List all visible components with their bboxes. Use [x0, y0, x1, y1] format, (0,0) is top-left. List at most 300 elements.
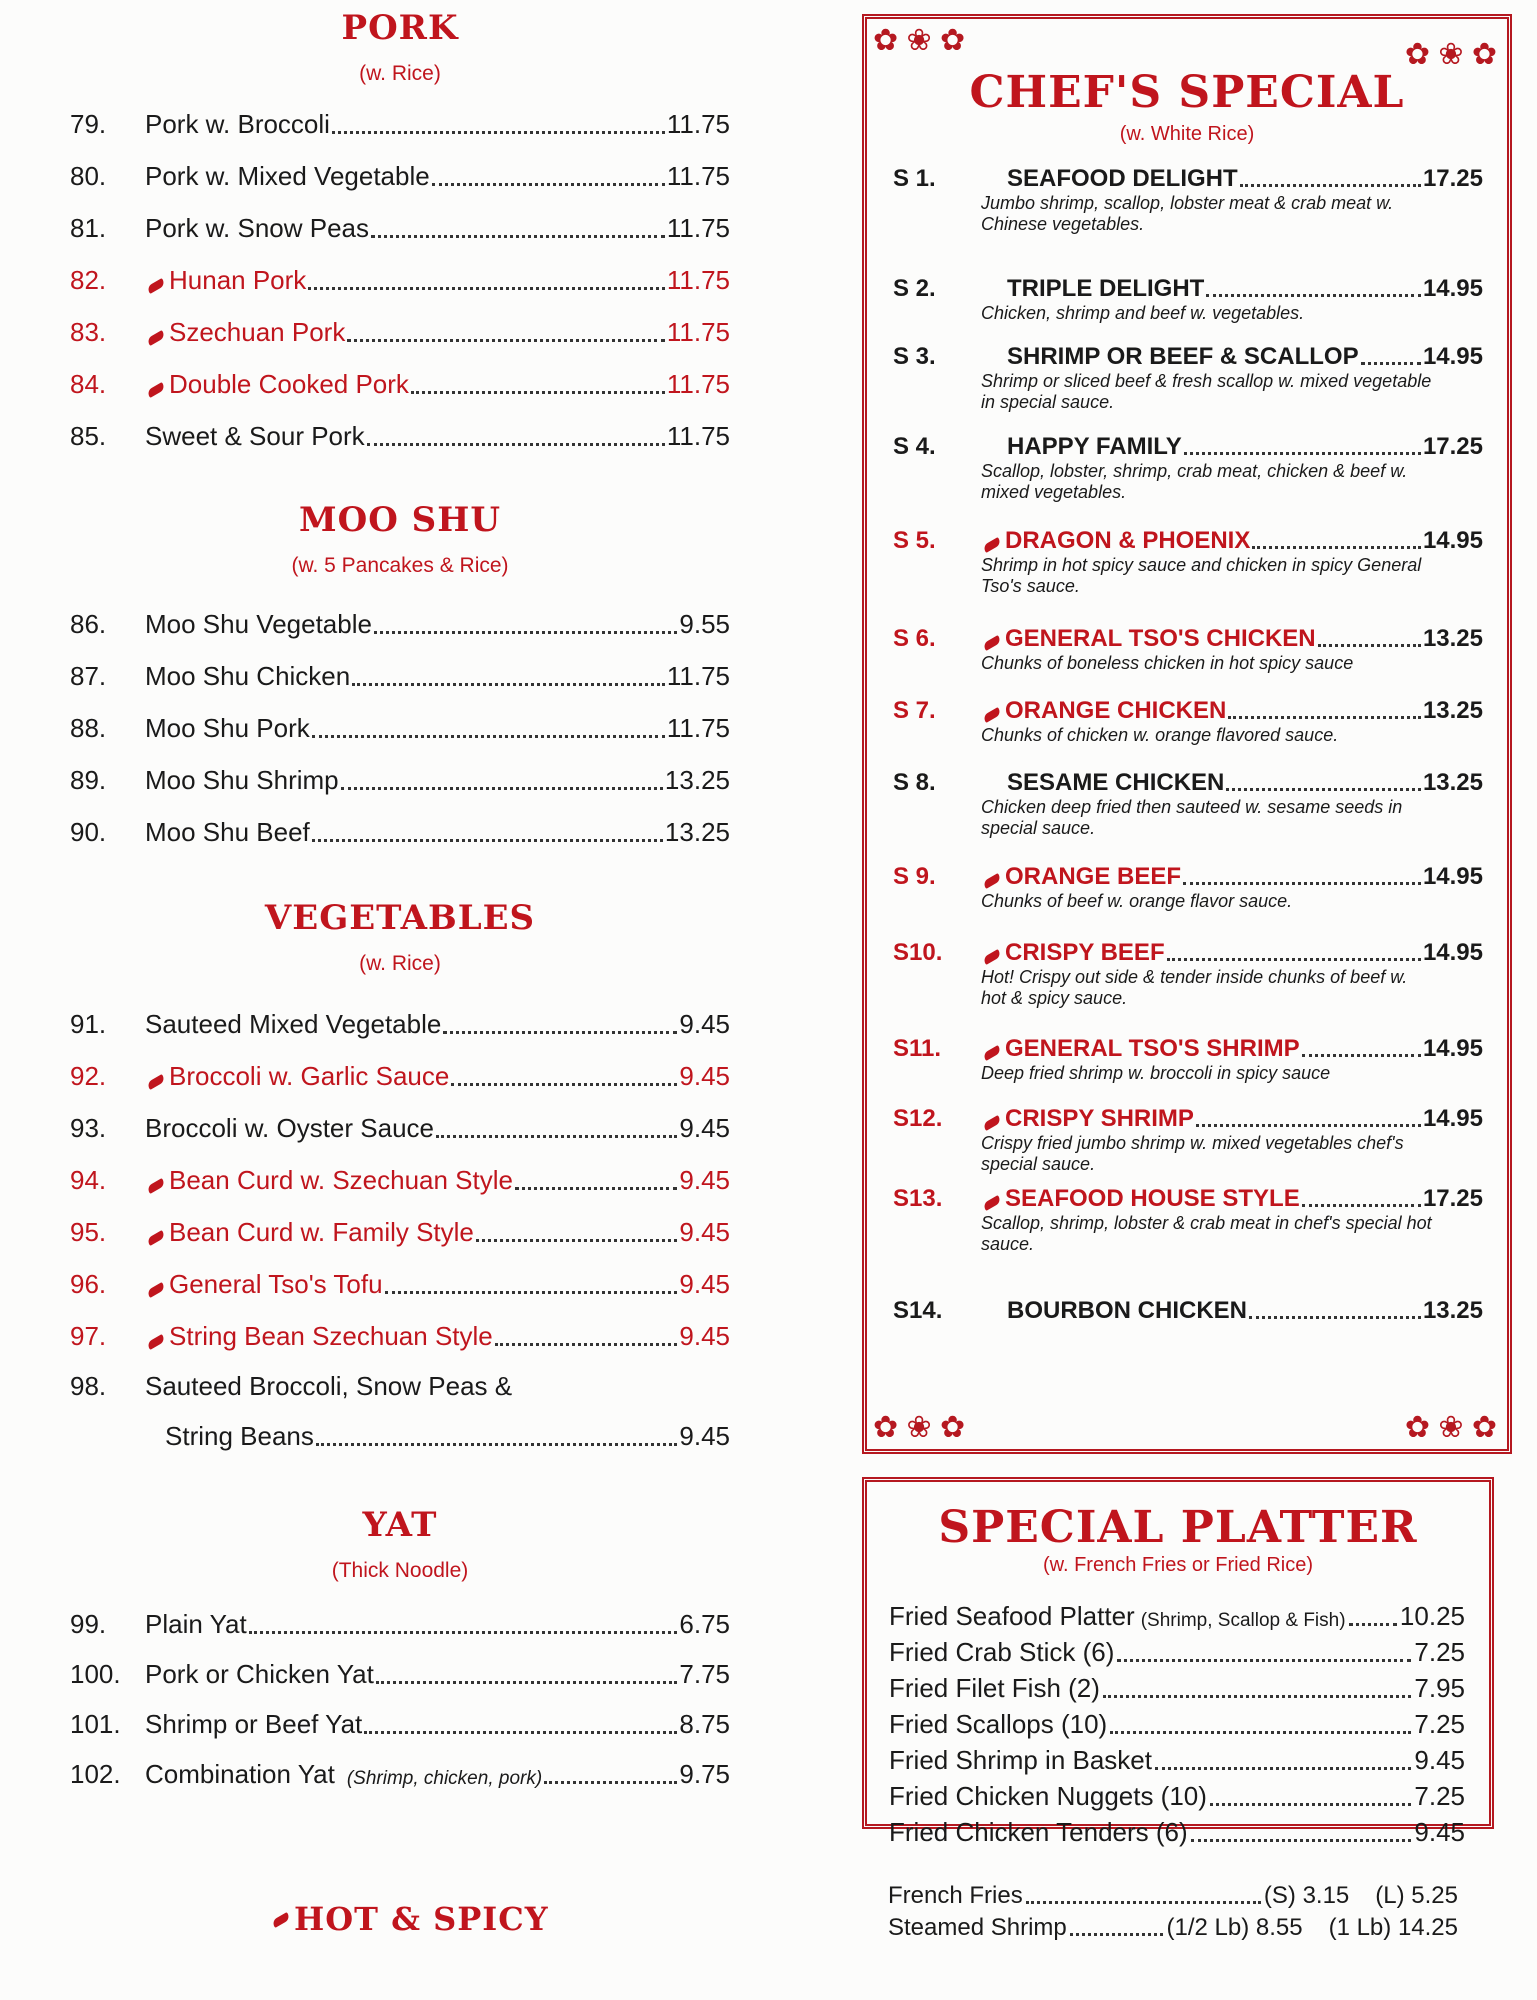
mooshu-subtitle: (w. 5 Pancakes & Rice) [291, 554, 509, 577]
leader-dots [432, 183, 665, 186]
chef-item-line [867, 933, 1507, 967]
item-description: Jumbo shrimp, scallop, lobster meat & crab meat w. Chinese vegetables. [981, 193, 1394, 234]
chili-icon [982, 949, 1002, 965]
leader-dots [515, 1187, 677, 1190]
item-price: 7.75 [679, 1659, 730, 1689]
leader-dots [1210, 1803, 1411, 1806]
item-name: Sweet & Sour Pork [145, 421, 365, 451]
chef-item [867, 1099, 1507, 1175]
item-name: Pork w. Broccoli [145, 109, 330, 139]
chef-item-line [867, 857, 1507, 891]
chef-item [867, 619, 1507, 674]
leader-dots [1302, 1054, 1421, 1057]
leader-dots [1184, 452, 1421, 455]
leader-dots [312, 839, 663, 842]
item-description: Hot! Crispy out side & tender inside chunks of beef w. hot & spicy sauce. [981, 967, 1408, 1008]
chili-icon [146, 1282, 166, 1298]
item-number: 95. [70, 1217, 107, 1247]
leader-dots [495, 1343, 678, 1346]
item-price: 17.25 [1422, 165, 1483, 192]
chef-item-line [867, 159, 1507, 193]
item-name: String Beans [165, 1421, 314, 1451]
item-price: 9.45 [1414, 1745, 1465, 1775]
item-code: S 8. [893, 769, 936, 796]
menu-item [70, 1156, 730, 1196]
chef-item-line [867, 1029, 1507, 1063]
chili-icon [146, 330, 166, 346]
item-description: Crispy fried jumbo shrimp w. mixed vegetables chef's special sauce. [981, 1133, 1404, 1174]
hot-spicy-legend [270, 1900, 630, 1938]
leader-dots [1252, 546, 1421, 549]
yat-subtitle: (Thick Noodle) [331, 1559, 469, 1582]
item-price: 7.25 [1414, 1637, 1465, 1667]
menu-item [70, 808, 730, 848]
chili-icon [146, 1334, 166, 1350]
item-description: Chicken deep fried then sauteed w. sesame seeds in special sauce. [981, 797, 1403, 838]
vegetables-section [70, 898, 730, 976]
chili-icon [982, 873, 1002, 889]
item-price: 7.25 [1414, 1781, 1465, 1811]
mooshu-title: MOO SHU [298, 500, 502, 540]
leader-dots [1206, 294, 1421, 297]
chef-item [867, 691, 1507, 746]
item-number: 83. [70, 317, 107, 347]
item-name: French Fries [888, 1882, 1023, 1909]
menu-item [70, 1104, 730, 1144]
chef-item [867, 1029, 1507, 1084]
menu-item [70, 360, 730, 400]
item-name: CRISPY SHRIMP [1005, 1105, 1194, 1132]
menu-item [70, 1362, 730, 1402]
leader-dots [1167, 958, 1421, 961]
item-price: 10.25 [1399, 1601, 1465, 1631]
leader-dots [374, 631, 677, 634]
item-price-large: (L) 5.25 [1375, 1882, 1458, 1909]
chili-icon [146, 1074, 166, 1090]
item-number: 90. [70, 817, 107, 847]
chef-item-line [867, 619, 1507, 653]
item-name: SEAFOOD HOUSE STYLE [1005, 1185, 1300, 1212]
menu-item [70, 756, 730, 796]
chili-icon [271, 1912, 291, 1928]
leader-dots [436, 1135, 677, 1138]
item-description: Chunks of boneless chicken in hot spicy sauce [981, 653, 1354, 673]
item-name: Szechuan Pork [169, 317, 346, 347]
chef-title: CHEF'S SPECIAL [969, 67, 1405, 118]
item-number: 100. [70, 1659, 121, 1689]
yat-section [70, 1505, 730, 1583]
pork-title: PORK [341, 8, 459, 48]
chili-icon [982, 707, 1002, 723]
leader-dots [1117, 1659, 1411, 1662]
item-name: SESAME CHICKEN [1007, 769, 1225, 796]
leader-dots [376, 1681, 678, 1684]
item-price: 13.25 [1422, 625, 1483, 652]
chef-item-line [867, 427, 1507, 461]
item-number: 86. [70, 609, 107, 639]
item-price: 9.45 [679, 1321, 730, 1351]
chili-icon [982, 635, 1002, 651]
item-name: Pork w. Mixed Vegetable [145, 161, 430, 191]
chef-item [867, 1179, 1507, 1255]
item-price: 11.75 [666, 661, 730, 691]
platter-item [889, 1742, 1465, 1776]
item-name: Fried Filet Fish (2) [889, 1673, 1100, 1703]
item-name: Broccoli w. Garlic Sauce [169, 1061, 450, 1091]
special-platter-box [862, 1477, 1494, 1847]
chef-item [867, 763, 1507, 839]
item-price: 17.25 [1422, 1185, 1483, 1212]
item-number: 96. [70, 1269, 107, 1299]
leader-dots [371, 235, 665, 238]
leader-dots [1070, 1933, 1164, 1936]
chef-item-line [867, 1291, 1507, 1325]
item-number: 79. [70, 109, 107, 139]
platter-title: SPECIAL PLATTER [938, 1502, 1418, 1553]
item-name: Fried Seafood Platter [889, 1601, 1135, 1631]
flower-ornament-icon: ✿ ❀ ✿ [873, 1411, 966, 1444]
item-price: 11.75 [666, 161, 730, 191]
item-price: 11.75 [666, 109, 730, 139]
chef-item-line [867, 691, 1507, 725]
item-code: S14. [893, 1297, 943, 1324]
item-price: 14.95 [1422, 1035, 1483, 1062]
item-name: Moo Shu Beef [145, 817, 310, 847]
item-number: 85. [70, 421, 107, 451]
item-price: 11.75 [666, 421, 730, 451]
platter-item [889, 1598, 1465, 1632]
item-number: 101. [70, 1709, 121, 1739]
item-price: 14.95 [1422, 939, 1483, 966]
item-name: Bean Curd w. Family Style [169, 1217, 474, 1247]
item-name: Moo Shu Pork [145, 713, 310, 743]
item-price: 9.45 [679, 1269, 730, 1299]
item-code: S 5. [893, 527, 936, 554]
leader-dots [1318, 644, 1421, 647]
extra-item [888, 1908, 1458, 1942]
item-name: Steamed Shrimp [888, 1914, 1067, 1941]
menu-item [70, 100, 730, 140]
leader-dots [1155, 1767, 1411, 1770]
item-price: 9.45 [679, 1061, 730, 1091]
item-description: Scallop, lobster, shrimp, crab meat, chicken & beef w. mixed vegetables. [981, 461, 1408, 502]
item-price: 9.45 [679, 1421, 730, 1451]
item-name: Sauteed Broccoli, Snow Peas & [145, 1371, 513, 1401]
leader-dots [332, 131, 665, 134]
item-price: 13.25 [1422, 697, 1483, 724]
item-name: Fried Shrimp in Basket [889, 1745, 1152, 1775]
chef-item-line [867, 337, 1507, 371]
item-code: S 1. [893, 165, 936, 192]
item-name: HAPPY FAMILY [1007, 433, 1182, 460]
item-price: 9.45 [679, 1113, 730, 1143]
item-name: Bean Curd w. Szechuan Style [169, 1165, 513, 1195]
leader-dots [443, 1031, 677, 1034]
leader-dots [316, 1443, 678, 1446]
menu-item [70, 1052, 730, 1092]
menu-item [70, 1208, 730, 1248]
item-name: General Tso's Tofu [169, 1269, 383, 1299]
item-name: ORANGE CHICKEN [1005, 697, 1227, 724]
menu-item [70, 1260, 730, 1300]
item-number: 97. [70, 1321, 107, 1351]
item-price: 17.25 [1422, 433, 1483, 460]
item-code: S13. [893, 1185, 943, 1212]
leader-dots [1240, 184, 1421, 187]
chili-icon [982, 1195, 1002, 1211]
leader-dots [367, 443, 665, 446]
item-name: DRAGON & PHOENIX [1005, 527, 1251, 554]
leader-dots [1191, 1839, 1412, 1842]
item-price: 9.55 [679, 609, 730, 639]
item-price: 6.75 [679, 1609, 730, 1639]
flower-ornament-icon: ✿ ❀ ✿ [1404, 38, 1497, 71]
item-code: S10. [893, 939, 943, 966]
item-number: 80. [70, 161, 107, 191]
item-price: 11.75 [666, 317, 730, 347]
item-note: (Shrimp, chicken, pork) [346, 1768, 543, 1789]
chef-item [867, 269, 1507, 324]
pork-section [70, 8, 730, 86]
leader-dots [385, 1291, 678, 1294]
item-name: Moo Shu Chicken [145, 661, 351, 691]
menu-item [70, 1750, 730, 1790]
yat-title: YAT [362, 1505, 438, 1545]
leader-dots [1361, 362, 1421, 365]
menu-item [70, 1000, 730, 1040]
item-code: S 4. [893, 433, 936, 460]
item-name: Hunan Pork [169, 265, 307, 295]
menu-item [70, 152, 730, 192]
item-description: Chicken, shrimp and beef w. vegetables. [981, 303, 1305, 323]
item-number: 93. [70, 1113, 107, 1143]
item-description: Chunks of chicken w. orange flavored sauce. [981, 725, 1339, 745]
item-price: 14.95 [1422, 343, 1483, 370]
item-name: BOURBON CHICKEN [1007, 1297, 1247, 1324]
vegetables-title: VEGETABLES [264, 898, 536, 938]
chef-item-line [867, 763, 1507, 797]
leader-dots [544, 1781, 677, 1784]
item-code: S 3. [893, 343, 936, 370]
item-price: 9.45 [679, 1009, 730, 1039]
extra-item [888, 1876, 1458, 1910]
item-price-small: (1/2 Lb) 8.55 [1166, 1914, 1303, 1941]
item-number: 87. [70, 661, 107, 691]
mooshu-section [70, 500, 730, 578]
item-price: 13.25 [664, 765, 730, 795]
chef-item [867, 521, 1507, 597]
item-price: 7.95 [1414, 1673, 1465, 1703]
item-code: S 7. [893, 697, 936, 724]
chef-item [867, 159, 1507, 235]
item-number: 98. [70, 1371, 107, 1401]
item-code: S 9. [893, 863, 936, 890]
leader-dots [352, 683, 665, 686]
item-price: 7.25 [1414, 1709, 1465, 1739]
leader-dots [1026, 1901, 1261, 1904]
leader-dots [1249, 1316, 1421, 1319]
chef-subtitle: (w. White Rice) [1119, 123, 1255, 145]
menu-item [70, 1700, 730, 1740]
item-note: (Shrimp, Scallop & Fish) [1140, 1610, 1346, 1631]
item-name: String Bean Szechuan Style [169, 1321, 493, 1351]
item-price: 11.75 [666, 265, 730, 295]
chef-item [867, 857, 1507, 912]
item-name: Pork or Chicken Yat [145, 1659, 374, 1689]
leader-dots [341, 787, 663, 790]
item-number: 99. [70, 1609, 107, 1639]
item-name: Broccoli w. Oyster Sauce [145, 1113, 434, 1143]
flower-ornament-icon: ✿ ❀ ✿ [1404, 1411, 1497, 1444]
item-number: 82. [70, 265, 107, 295]
item-name: SHRIMP OR BEEF & SCALLOP [1007, 343, 1359, 370]
item-code: S 2. [893, 275, 936, 302]
item-description: Shrimp or sliced beef & fresh scallop w. mixed vegetable in special sauce. [981, 371, 1432, 412]
leader-dots [1103, 1695, 1411, 1698]
item-number: 102. [70, 1759, 121, 1789]
menu-item [70, 652, 730, 692]
leader-dots [312, 735, 665, 738]
chili-icon [146, 382, 166, 398]
chili-icon [146, 278, 166, 294]
item-name: GENERAL TSO'S SHRIMP [1005, 1035, 1300, 1062]
item-description: Chunks of beef w. orange flavor sauce. [981, 891, 1293, 911]
menu-item [70, 1650, 730, 1690]
platter-item [889, 1814, 1465, 1848]
item-price: 14.95 [1422, 863, 1483, 890]
item-name: Pork w. Snow Peas [145, 213, 369, 243]
leader-dots [411, 391, 665, 394]
item-description: Deep fried shrimp w. broccoli in spicy sauce [981, 1063, 1331, 1083]
item-price: 11.75 [666, 213, 730, 243]
item-name: Fried Crab Stick (6) [889, 1637, 1115, 1667]
item-name: CRISPY BEEF [1005, 939, 1165, 966]
menu-item [70, 704, 730, 744]
item-price: 14.95 [1422, 275, 1483, 302]
item-number: 92. [70, 1061, 107, 1091]
chef-item [867, 933, 1507, 1009]
menu-item [70, 308, 730, 348]
leader-dots [308, 287, 665, 290]
chili-icon [146, 1230, 166, 1246]
item-number: 88. [70, 713, 107, 743]
item-number: 81. [70, 213, 107, 243]
item-price-small: (S) 3.15 [1263, 1882, 1350, 1909]
leader-dots [451, 1083, 677, 1086]
vegetables-subtitle: (w. Rice) [359, 952, 441, 975]
item-code: S 6. [893, 625, 936, 652]
item-price: 9.45 [679, 1217, 730, 1247]
item-number: 84. [70, 369, 107, 399]
chef-item-line [867, 1099, 1507, 1133]
item-price: 8.75 [679, 1709, 730, 1739]
item-number: 94. [70, 1165, 107, 1195]
chili-icon [982, 537, 1002, 553]
chili-icon [146, 1178, 166, 1194]
leader-dots [476, 1239, 678, 1242]
leader-dots [1228, 716, 1421, 719]
legend-label: HOT & SPICY [294, 1900, 549, 1938]
leader-dots [347, 339, 665, 342]
item-code: S12. [893, 1105, 943, 1132]
item-price-large: (1 Lb) 14.25 [1328, 1914, 1458, 1941]
chef-item [867, 337, 1507, 413]
chef-item-line [867, 1179, 1507, 1213]
menu-item [70, 412, 730, 452]
item-name: ORANGE BEEF [1005, 863, 1182, 890]
platter-item [889, 1778, 1465, 1812]
item-name: Moo Shu Shrimp [145, 765, 339, 795]
leader-dots [1349, 1623, 1397, 1626]
menu-item [70, 1312, 730, 1352]
item-price: 14.95 [1422, 1105, 1483, 1132]
leader-dots [1196, 1124, 1421, 1127]
item-name: Combination Yat [145, 1759, 335, 1789]
chef-item [867, 427, 1507, 503]
platter-subtitle: (w. French Fries or Fried Rice) [1042, 1554, 1314, 1576]
item-name: Fried Scallops (10) [889, 1709, 1108, 1739]
pork-subtitle: (w. Rice) [359, 62, 441, 85]
item-price: 9.45 [679, 1165, 730, 1195]
item-description: Scallop, shrimp, lobster & crab meat in chef's special hot sauce. [981, 1213, 1432, 1254]
item-name: Plain Yat [145, 1609, 247, 1639]
leader-dots [364, 1731, 677, 1734]
platter-item [889, 1670, 1465, 1704]
menu-item [70, 600, 730, 640]
item-code: S11. [893, 1035, 942, 1062]
item-number: 91. [70, 1009, 107, 1039]
chef-item [867, 1291, 1507, 1325]
leader-dots [1302, 1204, 1421, 1207]
item-name: TRIPLE DELIGHT [1007, 275, 1205, 302]
item-description: Shrimp in hot spicy sauce and chicken in spicy General Tso's sauce. [981, 555, 1422, 596]
item-name: Sauteed Mixed Vegetable [145, 1009, 442, 1039]
menu-item [70, 1600, 730, 1640]
item-price: 9.75 [679, 1759, 730, 1789]
item-price: 13.25 [1422, 1297, 1483, 1324]
item-name: Fried Chicken Nuggets (10) [889, 1781, 1207, 1811]
item-name: Shrimp or Beef Yat [145, 1709, 363, 1739]
item-price: 11.75 [666, 713, 730, 743]
chef-item-line [867, 521, 1507, 555]
item-name: GENERAL TSO'S CHICKEN [1005, 625, 1316, 652]
chili-icon [982, 1045, 1002, 1061]
platter-item [889, 1706, 1465, 1740]
menu-item [70, 204, 730, 244]
menu-item [70, 256, 730, 296]
item-price: 13.25 [1422, 769, 1483, 796]
platter-item [889, 1634, 1465, 1668]
leader-dots [1226, 788, 1421, 791]
item-name: Moo Shu Vegetable [145, 609, 372, 639]
chili-icon [982, 1115, 1002, 1131]
item-price: 14.95 [1422, 527, 1483, 554]
item-number: 89. [70, 765, 107, 795]
leader-dots [1110, 1731, 1411, 1734]
chef-item-line [867, 269, 1507, 303]
leader-dots [249, 1631, 678, 1634]
item-name: Fried Chicken Tenders (6) [889, 1817, 1188, 1847]
item-name: SEAFOOD DELIGHT [1007, 165, 1238, 192]
item-price: 11.75 [666, 369, 730, 399]
leader-dots [1183, 882, 1421, 885]
chefs-special-box [862, 14, 1512, 1454]
item-price: 13.25 [664, 817, 730, 847]
menu-item-continued [70, 1412, 730, 1452]
item-name: Double Cooked Pork [169, 369, 409, 399]
item-price: 9.45 [1414, 1817, 1465, 1847]
flower-ornament-icon: ✿ ❀ ✿ [873, 24, 966, 57]
